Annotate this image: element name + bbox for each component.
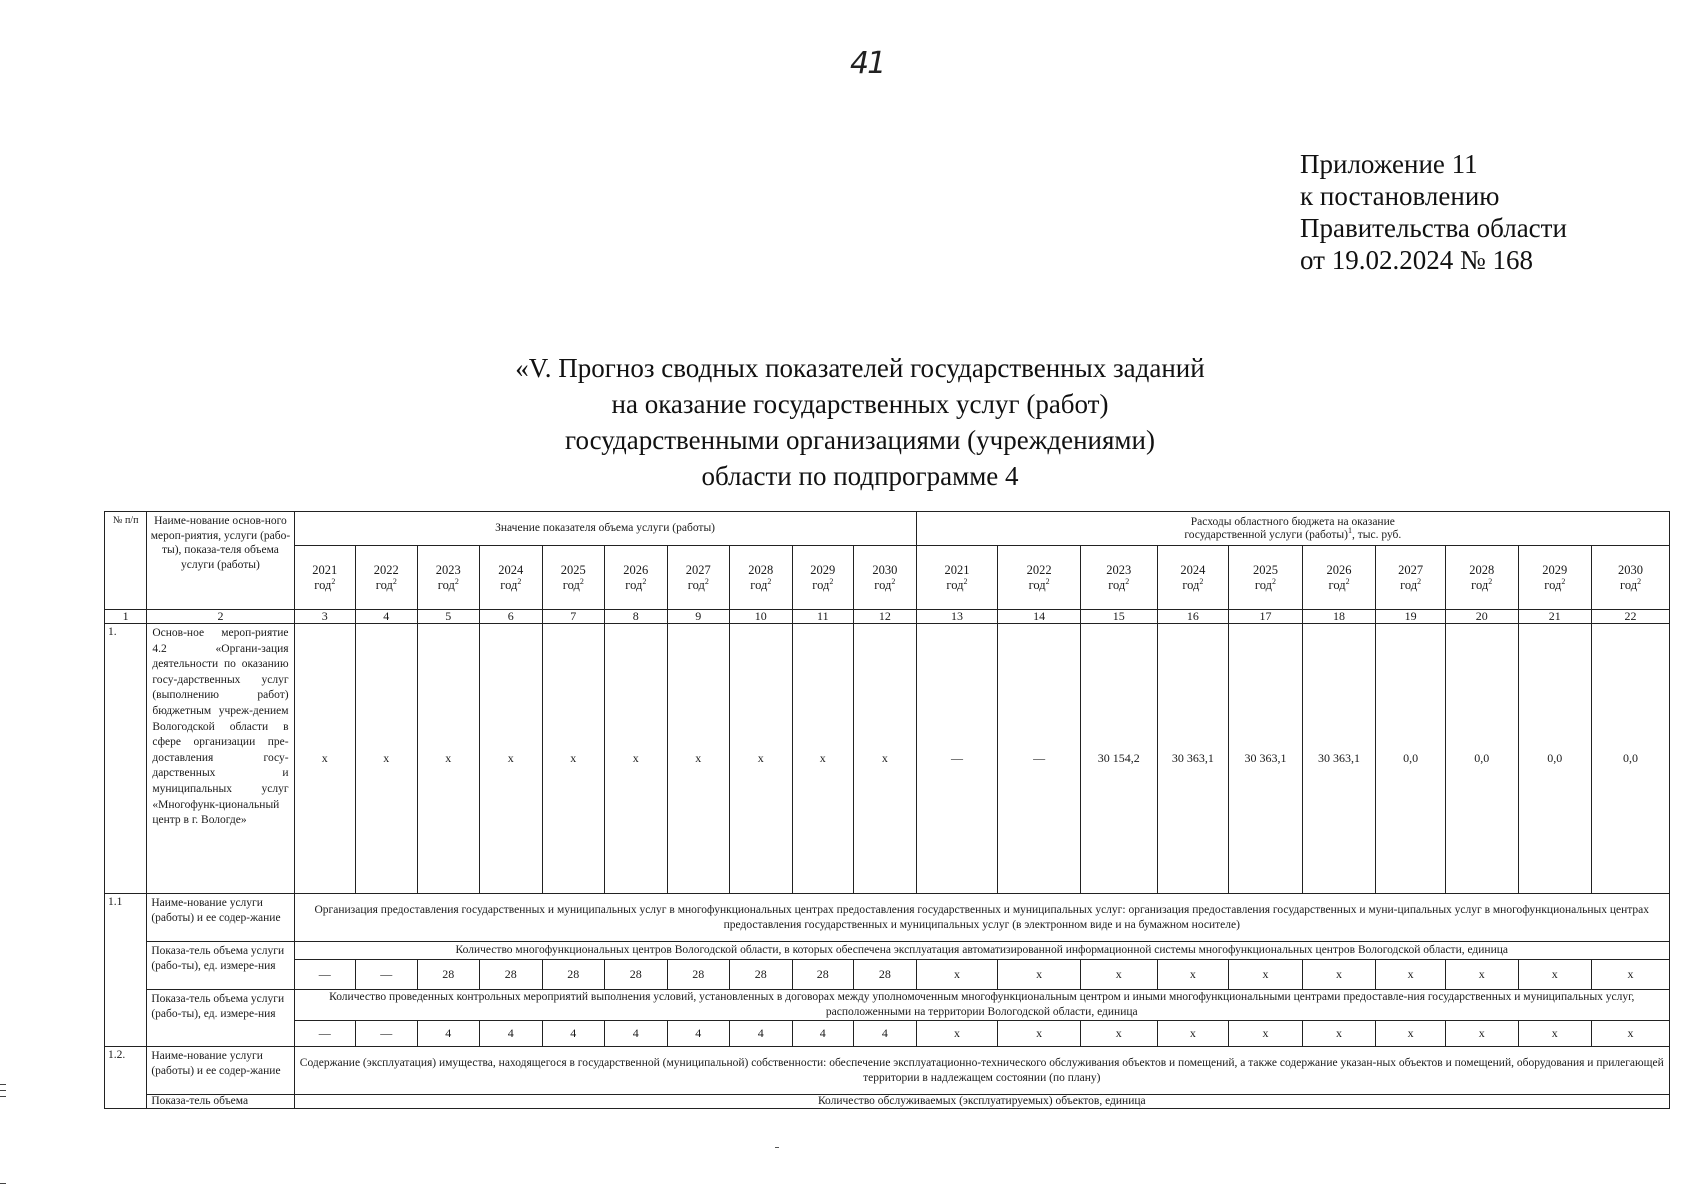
value-cell: — <box>294 960 356 990</box>
year-footnote: 2 <box>331 576 336 586</box>
column-number: 11 <box>792 610 854 624</box>
value-cell: 28 <box>792 960 854 990</box>
row-service-text: Организация предоставления государственных и муниципальных услуг в многофункциональных центрах предоставления государственных и муниципальных услуг: организация предоставления государственных и муни-ципальных услуг в многофункциональных центрах предоставления государственных и муниципальных услуг (в электронном виде и на бумажном носителе) <box>294 894 1669 942</box>
value-cell: 4 <box>730 1021 793 1047</box>
value-cell: 4 <box>667 1021 730 1047</box>
table-row <box>105 942 1670 960</box>
value-cell: x <box>916 1021 998 1047</box>
appendix-line-1: Приложение 11 <box>1300 149 1478 179</box>
value-cell: x <box>1229 960 1303 990</box>
year-footnote: 2 <box>963 576 968 586</box>
value-cell: — <box>294 1021 356 1047</box>
row-indicator-label: Показа-тель объема услуги (рабо-ты), ед. измере-ния <box>147 990 294 1047</box>
value-cell: 4 <box>792 1021 854 1047</box>
header-year-volume <box>792 546 854 610</box>
value-cell: x <box>730 624 793 894</box>
year-suffix: год <box>1028 577 1046 592</box>
value-cell: x <box>1445 1021 1518 1047</box>
title-line-3: государственными организациями (учреждениями) <box>565 425 1155 455</box>
header-year-budget <box>1445 546 1518 610</box>
header-volume-group: Значение показателя объема услуги (работы) <box>294 512 916 546</box>
value-cell: x <box>1302 1021 1376 1047</box>
value-cell: x <box>1592 960 1670 990</box>
value-cell: 28 <box>480 960 543 990</box>
indicators-table <box>104 511 1670 1109</box>
row-indicator-text: Количество обслуживаемых (эксплуатируемых) объектов, единица <box>294 1095 1669 1109</box>
year-suffix: год <box>1182 577 1200 592</box>
year-value: 2030 <box>872 562 898 577</box>
year-footnote: 2 <box>1271 576 1276 586</box>
value-cell: 28 <box>730 960 793 990</box>
year-footnote: 2 <box>392 576 397 586</box>
header-year-budget <box>1518 546 1592 610</box>
table-row <box>105 1047 1670 1095</box>
value-cell: 28 <box>605 960 668 990</box>
column-number: 13 <box>916 610 998 624</box>
year-value: 2027 <box>1398 562 1424 577</box>
column-number: 10 <box>730 610 793 624</box>
value-cell: 0,0 <box>1376 624 1446 894</box>
year-value: 2022 <box>373 562 399 577</box>
header-name: Наиме-нование основ-ного мероп-риятия, услуги (рабо-ты), показа-теля объема услуги (работы) <box>147 512 294 610</box>
value-cell: x <box>1229 1021 1303 1047</box>
scan-margin-mark <box>0 1183 6 1184</box>
row-number: 1.2. <box>105 1047 147 1109</box>
table-row <box>105 624 1670 894</box>
title-line-2: на оказание государственных услуг (работ) <box>611 389 1109 419</box>
row-service-label: Наиме-нование услуги (работы) и ее содер-жание <box>147 894 294 942</box>
value-cell: x <box>1157 960 1229 990</box>
column-number: 17 <box>1229 610 1303 624</box>
year-suffix: год <box>750 577 768 592</box>
value-cell: x <box>1080 960 1157 990</box>
year-value: 2027 <box>685 562 711 577</box>
year-footnote: 2 <box>454 576 459 586</box>
header-year-budget <box>1157 546 1229 610</box>
year-suffix: год <box>946 577 964 592</box>
year-suffix: год <box>687 577 705 592</box>
header-year-volume <box>417 546 480 610</box>
column-number: 1 <box>105 610 147 624</box>
header-year-budget <box>1302 546 1376 610</box>
year-value: 2026 <box>1326 562 1352 577</box>
column-number: 20 <box>1445 610 1518 624</box>
value-cell: x <box>1376 1021 1446 1047</box>
appendix-line-4: от 19.02.2024 № 168 <box>1300 245 1533 275</box>
header-year-budget <box>916 546 998 610</box>
value-cell: 4 <box>417 1021 480 1047</box>
year-suffix: год <box>1471 577 1489 592</box>
header-row-years <box>105 546 1670 610</box>
year-footnote: 2 <box>1199 576 1204 586</box>
year-suffix: год <box>874 577 892 592</box>
column-number: 14 <box>998 610 1081 624</box>
value-cell: x <box>1157 1021 1229 1047</box>
value-cell: 30 363,1 <box>1302 624 1376 894</box>
year-value: 2028 <box>1469 562 1495 577</box>
value-cell: 0,0 <box>1518 624 1592 894</box>
year-footnote: 2 <box>579 576 584 586</box>
year-value: 2024 <box>1180 562 1206 577</box>
year-footnote: 2 <box>517 576 522 586</box>
column-number: 12 <box>854 610 917 624</box>
header-year-volume <box>667 546 730 610</box>
value-cell: — <box>356 960 418 990</box>
table-row <box>105 1095 1670 1109</box>
budget-group-footnote: 1 <box>1347 525 1352 535</box>
year-suffix: год <box>625 577 643 592</box>
year-value: 2029 <box>810 562 836 577</box>
year-footnote: 2 <box>704 576 709 586</box>
value-cell: x <box>1080 1021 1157 1047</box>
value-cell: 28 <box>542 960 605 990</box>
header-year-budget <box>998 546 1081 610</box>
value-cell: x <box>854 624 917 894</box>
header-row-column-numbers <box>105 610 1670 624</box>
value-cell: x <box>480 624 543 894</box>
scan-margin-mark <box>0 1096 6 1097</box>
row-number: 1. <box>105 624 147 894</box>
row-service-text: Содержание (эксплуатация) имущества, находящегося в государственной (муниципальной) собственности: обеспечение эксплуатационно-технического обслуживания объектов и помещений, а также содержание указан-ных объектов и помещений, оборудования и прилегающей территории в надлежащем состоянии (по плану) <box>294 1047 1669 1095</box>
year-suffix: год <box>812 577 830 592</box>
header-year-budget <box>1080 546 1157 610</box>
year-footnote: 2 <box>1561 576 1566 586</box>
row-number: 1.1 <box>105 894 147 1047</box>
value-cell: x <box>1445 960 1518 990</box>
year-value: 2021 <box>312 562 338 577</box>
row-indicator-label: Показа-тель объема <box>147 1095 294 1109</box>
value-cell: x <box>792 624 854 894</box>
value-cell: — <box>998 624 1081 894</box>
year-footnote: 2 <box>1345 576 1350 586</box>
column-number: 22 <box>1592 610 1670 624</box>
header-year-volume <box>730 546 793 610</box>
column-number: 2 <box>147 610 294 624</box>
year-footnote: 2 <box>1417 576 1422 586</box>
value-cell: x <box>1592 1021 1670 1047</box>
table-row <box>105 960 1670 990</box>
table-row <box>105 1021 1670 1047</box>
column-number: 8 <box>605 610 668 624</box>
year-suffix: год <box>562 577 580 592</box>
value-cell: x <box>1518 1021 1592 1047</box>
section-title <box>360 350 1360 494</box>
header-year-budget <box>1229 546 1303 610</box>
budget-group-line-2: государственной услуги (работы) <box>1184 528 1348 541</box>
year-value: 2024 <box>498 562 524 577</box>
value-cell: 30 363,1 <box>1157 624 1229 894</box>
appendix-line-3: Правительства области <box>1300 213 1567 243</box>
value-cell: 0,0 <box>1592 624 1670 894</box>
value-cell: x <box>667 624 730 894</box>
header-year-volume <box>294 546 356 610</box>
year-suffix: год <box>1400 577 1418 592</box>
column-number: 7 <box>542 610 605 624</box>
year-suffix: год <box>1544 577 1562 592</box>
year-footnote: 2 <box>1125 576 1130 586</box>
table-row <box>105 894 1670 942</box>
value-cell: x <box>1518 960 1592 990</box>
value-cell: 4 <box>854 1021 917 1047</box>
appendix-line-2: к постановлению <box>1300 181 1500 211</box>
header-year-volume <box>480 546 543 610</box>
value-cell: x <box>1302 960 1376 990</box>
header-year-volume <box>605 546 668 610</box>
header-year-budget <box>1592 546 1670 610</box>
row-indicator-label: Показа-тель объема услуги (рабо-ты), ед. измере-ния <box>147 942 294 990</box>
year-value: 2025 <box>560 562 586 577</box>
table-row <box>105 990 1670 1021</box>
row-indicator-text: Количество многофункциональных центров Вологодской области, в которых обеспечена эксплуатация автоматизированной информационной системы многофункциональных центров Вологодской области, единица <box>294 942 1669 960</box>
header-year-volume <box>356 546 418 610</box>
title-line-1: «V. Прогноз сводных показателей государственных заданий <box>515 353 1205 383</box>
value-cell: 28 <box>667 960 730 990</box>
budget-group-line-1: Расходы областного бюджета на оказание <box>1190 515 1395 528</box>
value-cell: x <box>356 624 418 894</box>
year-value: 2029 <box>1542 562 1568 577</box>
header-row-groups <box>105 512 1670 546</box>
year-suffix: год <box>1254 577 1272 592</box>
year-suffix: год <box>1328 577 1346 592</box>
year-footnote: 2 <box>1488 576 1493 586</box>
value-cell: x <box>605 624 668 894</box>
appendix-heading <box>1300 148 1567 276</box>
column-number: 15 <box>1080 610 1157 624</box>
column-number: 5 <box>417 610 480 624</box>
year-suffix: год <box>437 577 455 592</box>
row-indicator-text: Количество проведенных контрольных мероприятий выполнения условий, установленных в договорах между уполномоченным многофункциональным центром и иными многофункциональными центрами предоставле-ния государственных и муниципальных услуг, расположенными на территории Вологодской области, единица <box>294 990 1669 1021</box>
value-cell: x <box>998 960 1081 990</box>
year-value: 2022 <box>1026 562 1052 577</box>
scan-margin-mark <box>0 1084 6 1085</box>
year-footnote: 2 <box>767 576 772 586</box>
value-cell: 30 363,1 <box>1229 624 1303 894</box>
title-line-4: области по подпрограмме 4 <box>701 461 1019 491</box>
column-number: 3 <box>294 610 356 624</box>
year-value: 2026 <box>623 562 649 577</box>
year-suffix: год <box>375 577 393 592</box>
scan-margin-mark <box>0 1090 6 1091</box>
year-value: 2030 <box>1618 562 1644 577</box>
header-year-volume <box>542 546 605 610</box>
scan-dot-mark <box>775 1147 779 1148</box>
value-cell: x <box>998 1021 1081 1047</box>
column-number: 18 <box>1302 610 1376 624</box>
year-value: 2021 <box>944 562 970 577</box>
header-year-budget <box>1376 546 1446 610</box>
header-budget-group <box>916 512 1669 546</box>
year-suffix: год <box>314 577 332 592</box>
value-cell: x <box>916 960 998 990</box>
year-footnote: 2 <box>1045 576 1050 586</box>
value-cell: — <box>916 624 998 894</box>
year-value: 2023 <box>435 562 461 577</box>
year-value: 2025 <box>1252 562 1278 577</box>
value-cell: x <box>417 624 480 894</box>
value-cell: x <box>1376 960 1446 990</box>
value-cell: x <box>542 624 605 894</box>
header-num: № п/п <box>105 512 147 610</box>
value-cell: 4 <box>542 1021 605 1047</box>
value-cell: 4 <box>480 1021 543 1047</box>
budget-group-unit: , тыс. руб. <box>1351 528 1402 541</box>
value-cell: 30 154,2 <box>1080 624 1157 894</box>
column-number: 16 <box>1157 610 1229 624</box>
value-cell: 28 <box>417 960 480 990</box>
year-suffix: год <box>1108 577 1126 592</box>
column-number: 21 <box>1518 610 1592 624</box>
column-number: 9 <box>667 610 730 624</box>
header-year-volume <box>854 546 917 610</box>
column-number: 19 <box>1376 610 1446 624</box>
value-cell: — <box>356 1021 418 1047</box>
value-cell: x <box>294 624 356 894</box>
year-value: 2023 <box>1106 562 1132 577</box>
year-suffix: год <box>1620 577 1638 592</box>
year-footnote: 2 <box>1637 576 1642 586</box>
year-suffix: год <box>500 577 518 592</box>
value-cell: 28 <box>854 960 917 990</box>
row-service-label: Наиме-нование услуги (работы) и ее содер-жание <box>147 1047 294 1095</box>
column-number: 6 <box>480 610 543 624</box>
value-cell: 4 <box>605 1021 668 1047</box>
column-number: 4 <box>356 610 418 624</box>
year-footnote: 2 <box>891 576 896 586</box>
value-cell: 0,0 <box>1445 624 1518 894</box>
year-value: 2028 <box>748 562 774 577</box>
year-footnote: 2 <box>829 576 834 586</box>
row-name: Основ-ное мероп-риятие 4.2 «Органи-зация деятельности по оказанию госу-дарственных услуг (выполнению работ) бюджетным учреж-дением Вологодской области в сфере организации пре-доставления госу-дарственных и муниципальных услуг «Многофунк-циональный центр в г. Вологде» <box>147 624 294 894</box>
year-footnote: 2 <box>642 576 647 586</box>
page-number: 41 <box>850 46 885 81</box>
